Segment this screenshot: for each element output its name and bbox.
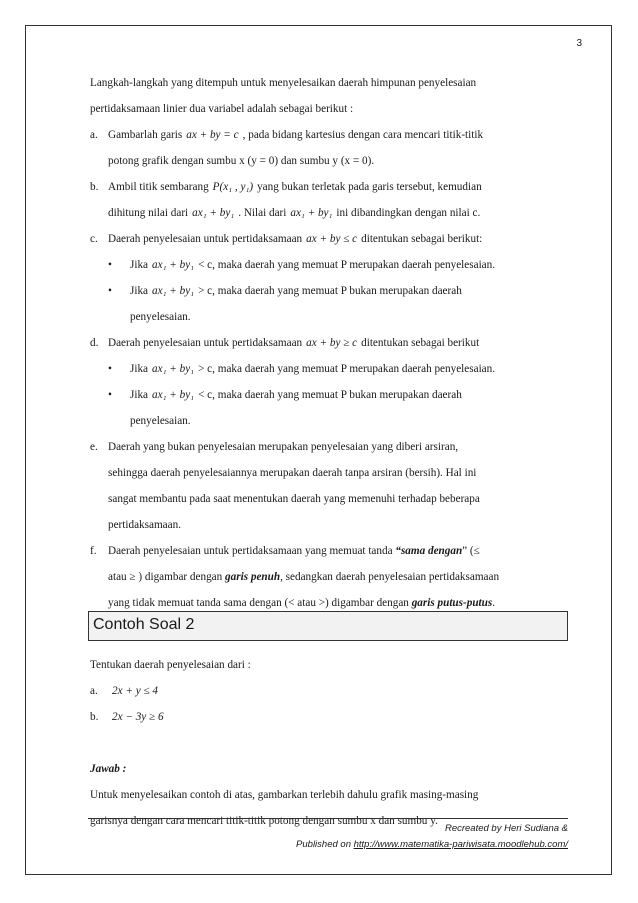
step-a: a. Gambarlah garis ax + by = c , pada bidang kartesius dengan cara mencari titik-titik potong grafik dengan sumbu x (y = 0) dan sumbu y (x = 0).	[90, 129, 484, 167]
example-prompt: Tentukan daerah penyelesaian dari :	[90, 659, 251, 671]
example-title: Contoh Soal 2	[93, 616, 195, 633]
footer: Recreated by Heri Sudiana & Published on http://www.matematika-pariwisata.moodlehub.com/	[88, 818, 568, 855]
bullet-item: • Jika ax₁ + by₁ < c, maka daerah yang memuat P bukan merupakan daerah penyelesaian.	[108, 382, 570, 434]
equation: ax + by = c	[186, 129, 239, 141]
intro-line: pertidaksamaan linier dua variabel adalah sebagai berikut :	[90, 103, 354, 115]
example-heading-box	[88, 611, 568, 641]
equation: 2x + y ≤ 4	[112, 685, 158, 697]
step-c: c. Daerah penyelesaian untuk pertidaksamaan ax + by ≤ c ditentukan sebagai berikut:	[90, 233, 483, 245]
bullet-icon: •	[108, 259, 112, 271]
footer-link[interactable]: http://www.matematika-pariwisata.moodlehub.com/	[353, 839, 568, 850]
example-item-b: b. 2x − 3y ≥ 6	[90, 704, 570, 730]
example-section	[90, 652, 570, 834]
page-number: 3	[576, 38, 582, 49]
steps-section	[90, 70, 570, 616]
bullet-icon: •	[108, 389, 112, 401]
bullet-item: • Jika ax₁ + by₁ > c, maka daerah yang memuat P merupakan daerah penyelesaian.	[108, 356, 570, 382]
equation: 2x − 3y ≥ 6	[112, 711, 164, 723]
bullet-icon: •	[108, 285, 112, 297]
equation: ax₁ + by₁	[290, 207, 333, 219]
equation: ax₁ + by₁	[192, 207, 235, 219]
answer-label: Jawab :	[90, 763, 127, 775]
footer-credit: Recreated by Heri Sudiana &	[444, 823, 568, 834]
answer-text: Untuk menyelesaikan contoh di atas, gambarkan terlebih dahulu grafik masing-masing	[90, 789, 479, 801]
bullet-item: • Jika ax₁ + by₁ < c, maka daerah yang memuat P merupakan daerah penyelesaian.	[108, 252, 570, 278]
example-item-a: a. 2x + y ≤ 4	[90, 678, 570, 704]
step-e: e. Daerah yang bukan penyelesaian merupakan penyelesaian yang diberi arsiran, sehingga daerah penyelesaiannya merupakan daerah tanpa arsiran (bersih). Hal ini sangat membantu pada saat menentukan daerah yang memenuhi terhadap beberapa pertidaksamaan.	[90, 441, 480, 531]
equation: P(x₁ , y₁)	[212, 181, 254, 193]
step-f: f. Daerah penyelesaian untuk pertidaksamaan yang memuat tanda “sama dengan” (≤ atau ≥ ) digambar dengan garis penuh, sedangkan daerah penyelesaian pertidaksamaan yang tidak memuat tanda sama dengan (< atau >) digambar dengan garis putus-putus.	[90, 545, 500, 609]
answer-text: garisnya dengan cara mencari titik-titik potong dengan sumbu x dan sumbu y.	[90, 815, 438, 827]
bullet-icon: •	[108, 363, 112, 375]
step-d: d. Daerah penyelesaian untuk pertidaksamaan ax + by ≥ c ditentukan sebagai berikut	[90, 337, 480, 349]
intro-line: Langkah-langkah yang ditempuh untuk menyelesaikan daerah himpunan penyelesaian	[90, 77, 477, 89]
step-b: b. Ambil titik sembarang P(x₁ , y₁) yang bukan terletak pada garis tersebut, kemudian dihitung nilai dari ax₁ + by₁ . Nilai dari ax₁ + by₁ ini dibandingkan dengan nilai c.	[90, 181, 482, 219]
bullet-item: • Jika ax₁ + by₁ > c, maka daerah yang memuat P bukan merupakan daerah penyelesaian.	[108, 278, 570, 330]
equation: ax + by ≤ c	[306, 233, 358, 245]
equation: ax + by ≥ c	[306, 337, 358, 349]
